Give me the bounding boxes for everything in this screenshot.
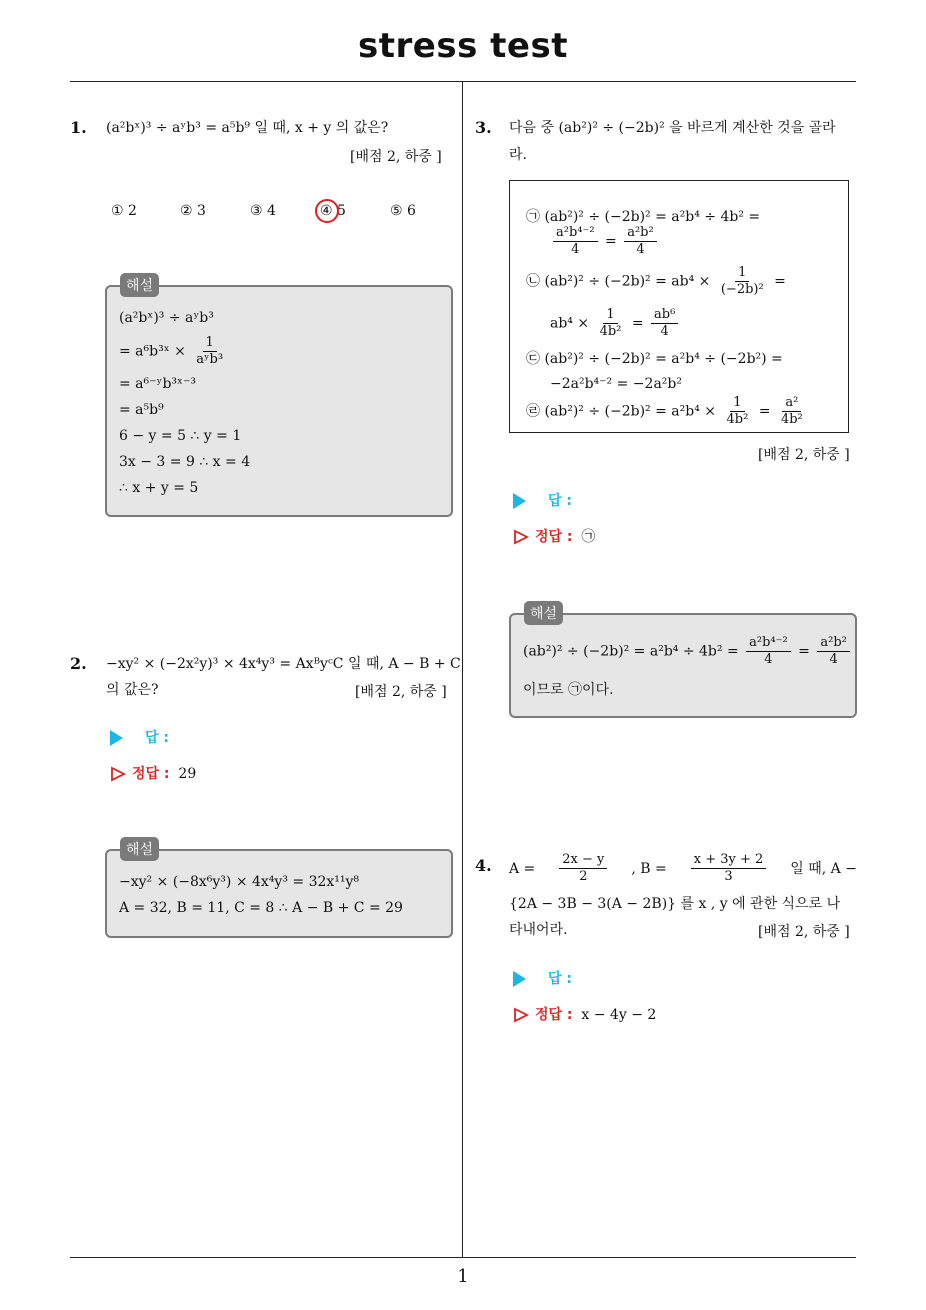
selected-choice-circle (315, 199, 339, 223)
q3-o2-text: ㉡ (ab²)² ÷ (−2b)² = ab⁴ × (526, 273, 711, 290)
correct-arrow-icon (513, 1007, 529, 1023)
q1-sol-line-2: = a⁶b³ˣ × (119, 343, 186, 360)
q1-sol-frac-num: 1 (203, 335, 217, 352)
q3-o1-f2-den: 4 (636, 242, 645, 257)
q2-correct-row (110, 763, 196, 783)
q1-choice-4[interactable]: ④ 5 (320, 203, 346, 219)
q1-choice-5[interactable]: ⑤ 6 (390, 203, 416, 219)
q2-sol-line-2: A = 32, B = 11, C = 8 ∴ A − B + C = 29 (119, 900, 403, 916)
q3-o1-f1-den: 4 (571, 242, 580, 257)
q3-o4-f-num: 1 (730, 395, 744, 412)
q4-text-line-2: {2A − 3B − 3(A − 2B)} 를 x , y 에 관한 식으로 나 (509, 896, 841, 912)
q4-correct-row (513, 1004, 656, 1024)
q3-o2-f-den: (−2b)² (720, 282, 764, 297)
q3-answer-row (513, 490, 572, 510)
q3-sol-f2-den: 4 (829, 652, 838, 667)
q3-o4-text: ㉣ (ab²)² ÷ (−2b)² = a²b⁴ × (526, 403, 717, 420)
correct-arrow-icon (513, 529, 529, 545)
q4-text-line-1 (509, 852, 857, 885)
q3-o2-eq2: = (631, 315, 644, 332)
correct-arrow-icon (110, 766, 126, 782)
q1-sol-frac-den: aʸb³ (196, 352, 224, 367)
q1-sol-line-6: 3x − 3 = 9 ∴ x = 4 (119, 454, 251, 470)
q4-l1-f1-den: 2 (579, 869, 588, 884)
q2-score: [배점 2, 하중 ] (355, 684, 447, 700)
q3-option-3-line-2: −2a²b⁴⁻² = −2a²b² (550, 376, 682, 392)
q4-l1-b: , B = (631, 860, 667, 877)
q3-o4-eq: = (758, 403, 771, 420)
q3-solution-tag: 해설 (524, 601, 563, 625)
q3-correct-value: ㉠ (581, 529, 596, 545)
footer-rule (70, 1257, 856, 1258)
q3-solution-box (509, 613, 857, 718)
q3-score: [배점 2, 하중 ] (758, 447, 850, 463)
q4-answer-row (513, 968, 572, 988)
q1-choice-2[interactable]: ② 3 (180, 203, 206, 219)
q4-l1-f2-num: x + 3y + 2 (691, 852, 767, 869)
q2-number: 2. (70, 654, 87, 673)
q3-text-line-1: 다음 중 (ab²)² ÷ (−2b)² 을 바르게 계산한 것을 골라 (509, 120, 836, 136)
q4-l1-f1-num: 2x − y (559, 852, 607, 869)
q1-solution-box (105, 285, 453, 517)
q3-sol-line-1 (523, 635, 853, 668)
q3-sol-eq: = (798, 643, 810, 660)
q1-sol-line-4: = a⁵b⁹ (119, 402, 164, 418)
q3-o1-eq: = (605, 233, 617, 250)
q2-text-line-2: 의 값은? (106, 682, 159, 698)
column-divider (462, 82, 463, 1257)
q3-o2-f2-num: 1 (603, 307, 617, 324)
q3-option-1-line-2 (550, 225, 660, 258)
q1-sol-line-5: 6 − y = 5 ∴ y = 1 (119, 428, 242, 444)
q4-correct-value: x − 4y − 2 (581, 1007, 657, 1023)
q3-correct-label: 정답 : (535, 529, 573, 545)
q3-o2-f-num: 1 (735, 265, 749, 282)
page-title: stress test (358, 26, 568, 66)
q2-correct-value: 29 (178, 766, 197, 782)
q1-score: [배점 2, 하중 ] (350, 149, 442, 165)
q1-choice-3[interactable]: ③ 4 (250, 203, 276, 219)
q4-number: 4. (475, 856, 492, 875)
q2-answer-label: 답 : (145, 730, 169, 746)
q3-option-1-line-1: ㉠ (ab²)² ÷ (−2b)² = a²b⁴ ÷ 4b² = (526, 209, 761, 225)
answer-arrow-icon (110, 730, 123, 746)
q4-answer-label: 답 : (548, 971, 572, 987)
q3-sol-f1-num: a²b⁴⁻² (746, 635, 791, 652)
q1-sol-line-3: = a⁶⁻ʸb³ˣ⁻³ (119, 376, 196, 392)
page-number: 1 (457, 1266, 469, 1287)
q2-solution-tag: 해설 (120, 837, 159, 861)
q3-number: 3. (475, 118, 492, 137)
q4-correct-label: 정답 : (535, 1007, 573, 1023)
q1-solution-tag: 해설 (120, 273, 159, 297)
q3-o2-text-b: ab⁴ × (550, 315, 590, 332)
q3-text-line-2: 라. (509, 147, 527, 163)
q4-l1-f2-den: 3 (724, 869, 733, 884)
q1-text: (a²bˣ)³ ÷ aʸb³ = a⁵b⁹ 일 때, x + y 의 값은? (106, 120, 389, 136)
q3-sol-f2-num: a²b² (817, 635, 850, 652)
q3-option-2-line-2 (550, 307, 681, 340)
q3-option-3-line-1: ㉢ (ab²)² ÷ (−2b)² = a²b⁴ ÷ (−2b²) = (526, 351, 783, 367)
q3-options-box (509, 180, 849, 433)
q3-o4-f2-num: a² (782, 395, 801, 412)
q3-o1-f2-num: a²b² (624, 225, 657, 242)
q1-sol-line-1: (a²bˣ)³ ÷ aʸb³ (119, 310, 214, 326)
q3-correct-row (513, 526, 595, 546)
q4-text-line-3: 타내어라. (509, 922, 568, 938)
q1-sol-fraction (193, 335, 226, 368)
q4-score: [배점 2, 하중 ] (758, 924, 850, 940)
q3-sol-text: (ab²)² ÷ (−2b)² = a²b⁴ ÷ 4b² = (523, 643, 739, 660)
q2-sol-line-1: −xy² × (−8x⁶y³) × 4x⁴y³ = 32x¹¹y⁸ (119, 874, 360, 890)
q3-sol-f1-den: 4 (764, 652, 773, 667)
q3-o1-f1-num: a²b⁴⁻² (553, 225, 598, 242)
q1-number: 1. (70, 118, 87, 137)
q3-o2-f3-den: 4 (660, 324, 669, 339)
q2-correct-label: 정답 : (132, 766, 170, 782)
q2-text-line-1: −xy² × (−2x²y)³ × 4x⁴y³ = AxᴮyᶜC 일 때, A − B + C (106, 656, 461, 672)
answer-arrow-icon (513, 493, 526, 509)
q3-o4-f2-den: 4b² (780, 412, 803, 427)
q1-sol-line-7: ∴ x + y = 5 (119, 480, 199, 496)
q4-l1-a: A = (509, 860, 536, 877)
q3-o2-f3-num: ab⁶ (651, 307, 678, 324)
q2-answer-row (110, 727, 169, 747)
q3-o4-f-den: 4b² (726, 412, 749, 427)
answer-arrow-icon (513, 971, 526, 987)
q3-option-4-line-1 (526, 395, 809, 428)
q3-answer-label: 답 : (548, 493, 572, 509)
q3-option-2-line-1 (526, 265, 786, 298)
q4-l1-c: 일 때, A − (790, 860, 857, 877)
header-rule (70, 81, 856, 82)
q2-solution-box (105, 849, 453, 938)
q3-o2-eq: = (774, 273, 786, 290)
q1-choice-1[interactable]: ① 2 (111, 203, 137, 219)
q3-o2-f2-den: 4b² (599, 324, 622, 339)
q3-sol-line-2: 이므로 ㉠이다. (523, 682, 614, 698)
